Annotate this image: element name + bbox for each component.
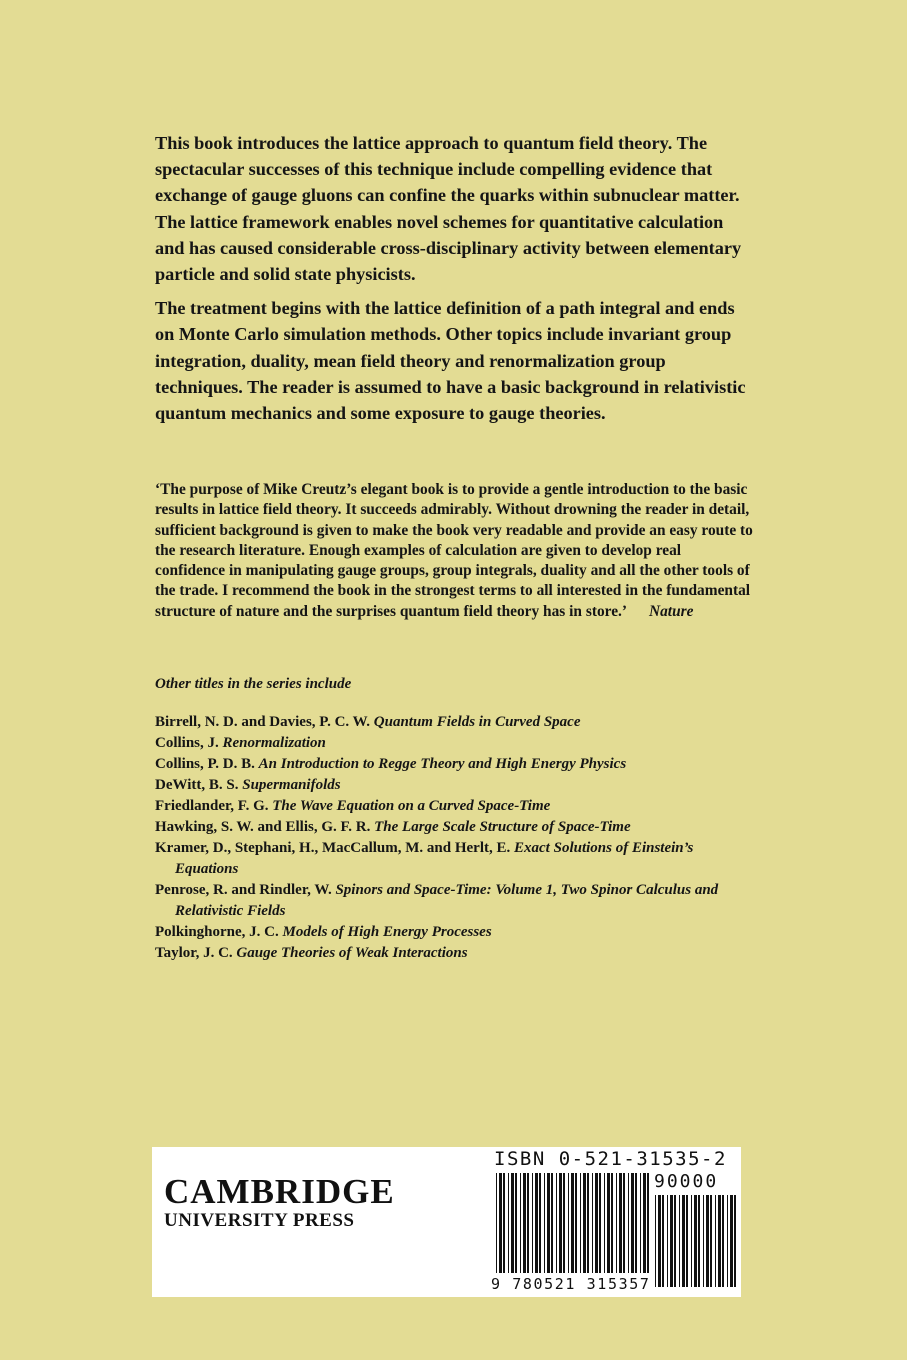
barcode-bar: [556, 1173, 557, 1273]
barcode-bar: [670, 1195, 673, 1287]
barcode-bar: [604, 1173, 605, 1273]
barcode-bar: [655, 1195, 656, 1287]
series-title: Exact Solutions of Einstein’s Equations: [175, 840, 694, 877]
series-title: The Large Scale Structure of Space-Time: [374, 819, 631, 835]
series-title-item: [155, 922, 755, 943]
series-title: An Introduction to Regge Theory and High Energy Physics: [258, 756, 627, 772]
series-author: Kramer, D., Stephani, H., MacCallum, M. and Herlt, E.: [155, 840, 511, 856]
series-title-item: [155, 943, 755, 964]
description-paragraph-2: The treatment begins with the lattice definition of a path integral and ends on Monte Carlo simulation methods. Other topics include invariant group integration, duality, mean field theory and renormalization group techniques. The reader is assumed to have a basic background in relativistic quantum mechanics and some exposure to gauge theories.: [155, 298, 746, 424]
barcode-bar: [679, 1195, 680, 1287]
barcode-bar: [568, 1173, 569, 1273]
series-author: Taylor, J. C.: [155, 945, 233, 961]
barcode-bar: [595, 1173, 598, 1273]
barcode-bar: [575, 1173, 577, 1273]
barcode-bar: [706, 1195, 709, 1287]
barcode-bar: [635, 1173, 637, 1273]
series-author: Penrose, R. and Rindler, W.: [155, 882, 332, 898]
series-title-item: [155, 817, 755, 838]
series-title: Gauge Theories of Weak Interactions: [236, 945, 468, 961]
series-author: Collins, J.: [155, 735, 219, 751]
barcode-bar: [722, 1195, 724, 1287]
barcode-bar: [658, 1195, 661, 1287]
barcode-bar: [710, 1195, 712, 1287]
barcode-bar: [682, 1195, 685, 1287]
barcode-bar: [587, 1173, 589, 1273]
series-title: Renormalization: [222, 735, 326, 751]
barcode-bar: [523, 1173, 526, 1273]
barcode-bar: [508, 1173, 509, 1273]
addon-digits: 90000: [654, 1171, 719, 1192]
series-title: The Wave Equation on a Curved Space-Time: [272, 798, 551, 814]
barcode-bar: [544, 1173, 545, 1273]
barcode-bar: [631, 1173, 634, 1273]
description-block: [155, 130, 755, 434]
barcode-bar: [643, 1173, 646, 1273]
barcode-bar: [674, 1195, 676, 1287]
barcode-bar: [667, 1195, 668, 1287]
barcode-bar: [515, 1173, 517, 1273]
ean-digits: 9 780521 315357: [491, 1275, 651, 1293]
series-title-item: [155, 754, 755, 775]
barcode-bar: [539, 1173, 541, 1273]
barcode-bar: [616, 1173, 617, 1273]
barcode-bar: [532, 1173, 533, 1273]
barcode-bar: [547, 1173, 550, 1273]
barcode-bar: [611, 1173, 613, 1273]
barcode-bar: [623, 1173, 625, 1273]
barcode-bar: [703, 1195, 704, 1287]
barcode-bar: [496, 1173, 497, 1273]
series-title-item: [155, 733, 755, 754]
review-source: Nature: [649, 602, 694, 620]
addon-barcode: [653, 1195, 739, 1287]
barcode-bar: [730, 1195, 733, 1287]
barcode-bar: [583, 1173, 586, 1273]
barcode-bar: [694, 1195, 697, 1287]
series-author: Hawking, S. W. and Ellis, G. F. R.: [155, 819, 371, 835]
barcode-bar: [527, 1173, 529, 1273]
review-quote: [155, 480, 755, 622]
barcode-bar: [647, 1173, 649, 1273]
series-title-item: [155, 880, 755, 922]
barcode-bar: [691, 1195, 692, 1287]
barcode-bar: [619, 1173, 622, 1273]
barcode-bar: [563, 1173, 565, 1273]
series-title-item: [155, 838, 755, 880]
series-title: Spinors and Space-Time: Volume 1, Two Spinor Calculus and Relativistic Fields: [175, 882, 719, 919]
barcode-bar: [734, 1195, 736, 1287]
barcode-bar: [607, 1173, 610, 1273]
series-heading: Other titles in the series include: [155, 676, 352, 692]
series-title-list: [155, 712, 755, 964]
barcode-bar: [535, 1173, 538, 1273]
series-title: Supermanifolds: [242, 777, 341, 793]
series-author: Friedlander, F. G.: [155, 798, 269, 814]
barcode-bar: [571, 1173, 574, 1273]
barcode-bar: [580, 1173, 581, 1273]
barcode-bar: [640, 1173, 641, 1273]
ean-barcode: [494, 1173, 650, 1285]
series-author: Birrell, N. D. and Davies, P. C. W.: [155, 714, 371, 730]
barcode-bar: [551, 1173, 553, 1273]
barcode-bar: [662, 1195, 664, 1287]
barcode-bar: [503, 1173, 505, 1273]
series-title-item: [155, 775, 755, 796]
barcode-bar: [727, 1195, 728, 1287]
barcode-bar: [592, 1173, 593, 1273]
publisher-logo: [164, 1172, 395, 1233]
barcode-bar: [511, 1173, 514, 1273]
description-paragraph-1: This book introduces the lattice approach to quantum field theory. The spectacular successes of this technique include compelling evidence that exchange of gauge gluons can confine the quarks within subnuclear matter. The lattice framework enables novel schemes for quantitative calculation and has caused considerable cross-disciplinary activity between elementary particle and solid state physicists.: [155, 133, 742, 285]
review-text: ‘The purpose of Mike Creutz’s elegant book is to provide a gentle introduction to the basic results in lattice field theory. It succeeds admirably. Without drowning the reader in detail, sufficient background is given to make the book very readable and provide an easy route to the research literature. Enough examples of calculation are given to develop real confidence in manipulating gauge groups, group integrals, duality and all the other tools of the trade. I recommend the book in the strongest terms to all interested in the fundamental structure of nature and the surprises quantum field theory has in store.’: [155, 481, 753, 620]
barcode-bar: [686, 1195, 688, 1287]
series-title: Models of High Energy Processes: [282, 924, 492, 940]
series-author: Collins, P. D. B.: [155, 756, 255, 772]
series-title: Quantum Fields in Curved Space: [373, 714, 581, 730]
barcode-bar: [599, 1173, 601, 1273]
series-author: Polkinghorne, J. C.: [155, 924, 279, 940]
barcode-bar: [559, 1173, 562, 1273]
publisher-subname: UNIVERSITY PRESS: [164, 1210, 355, 1231]
barcode-bar: [715, 1195, 716, 1287]
barcode-bar: [520, 1173, 521, 1273]
publisher-panel: [152, 1147, 741, 1297]
barcode-bar: [499, 1173, 502, 1273]
isbn-label: ISBN 0-521-31535-2: [494, 1148, 727, 1170]
barcode-bar: [698, 1195, 700, 1287]
publisher-name: CAMBRIDGE: [164, 1172, 395, 1211]
series-title-item: [155, 796, 755, 817]
series-title-item: [155, 712, 755, 733]
barcode-bar: [628, 1173, 629, 1273]
series-author: DeWitt, B. S.: [155, 777, 239, 793]
barcode-bar: [718, 1195, 721, 1287]
